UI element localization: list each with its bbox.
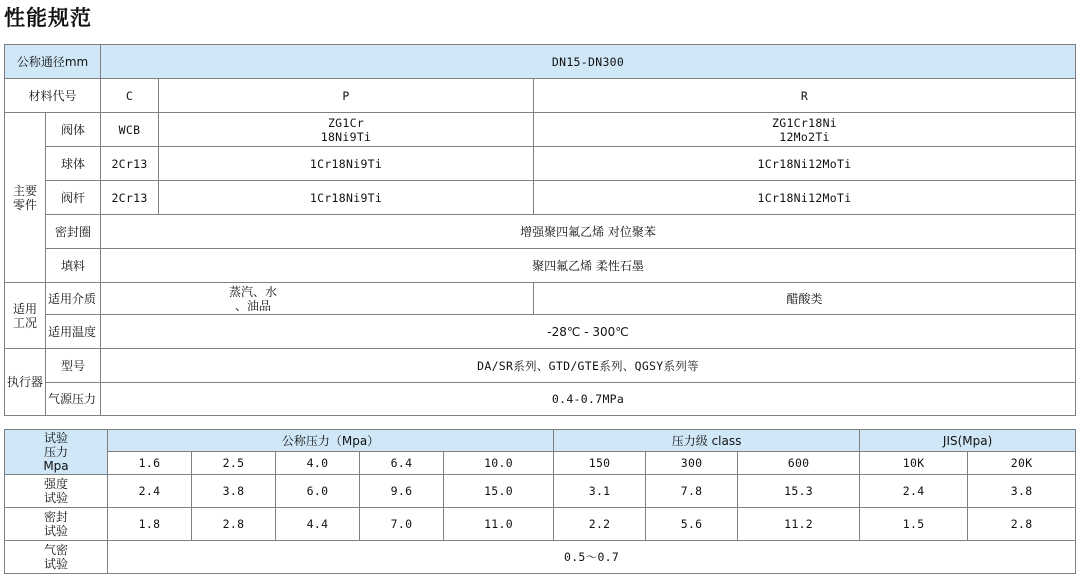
spec-table <box>4 44 1076 416</box>
medium-r: 醋酸类 <box>534 283 1076 315</box>
seal-value: 5.6 <box>646 508 738 541</box>
seal-value: 11.2 <box>738 508 860 541</box>
air-pressure-label: 气源压力 <box>46 383 101 416</box>
strength-value: 9.6 <box>360 475 444 508</box>
row-medium <box>5 283 1076 315</box>
group-conditions: 适用 工况 <box>5 283 46 349</box>
row-ball <box>5 147 1076 181</box>
row-air-test <box>5 541 1076 574</box>
stem-p: 1Cr18Ni9Ti <box>159 181 534 215</box>
strength-value: 15.3 <box>738 475 860 508</box>
packing-label: 填料 <box>46 249 101 283</box>
air-test-label: 气密 试验 <box>5 541 108 574</box>
nominal-diameter-label: 公称通径mm <box>5 45 101 79</box>
strength-value: 3.1 <box>554 475 646 508</box>
row-actuator-model <box>5 349 1076 383</box>
row-strength-test <box>5 475 1076 508</box>
pressure-col: 10K <box>860 452 968 475</box>
group-pressure-class: 压力级 class <box>554 430 860 452</box>
strength-test-label: 强度 试验 <box>5 475 108 508</box>
material-code-label: 材料代号 <box>5 79 101 113</box>
test-header-pressures <box>5 452 1076 475</box>
row-stem <box>5 181 1076 215</box>
valve-body-p: ZG1Cr 18Ni9Ti <box>159 113 534 147</box>
strength-value: 2.4 <box>108 475 192 508</box>
seal-value: 1.5 <box>860 508 968 541</box>
pressure-col: 600 <box>738 452 860 475</box>
temperature-label: 适用温度 <box>46 315 101 349</box>
pressure-col: 10.0 <box>444 452 554 475</box>
actuator-model-label: 型号 <box>46 349 101 383</box>
seal-ring-value: 增强聚四氟乙烯 对位聚苯 <box>101 215 1076 249</box>
row-packing <box>5 249 1076 283</box>
seal-value: 2.8 <box>968 508 1076 541</box>
pressure-col: 150 <box>554 452 646 475</box>
row-seal-ring <box>5 215 1076 249</box>
strength-value: 15.0 <box>444 475 554 508</box>
test-header-groups <box>5 430 1076 452</box>
seal-value: 4.4 <box>276 508 360 541</box>
pressure-col: 4.0 <box>276 452 360 475</box>
ball-p: 1Cr18Ni9Ti <box>159 147 534 181</box>
row-seal-test <box>5 508 1076 541</box>
material-code-p: P <box>159 79 534 113</box>
strength-value: 2.4 <box>860 475 968 508</box>
actuator-model-value: DA/SR系列、GTD/GTE系列、QGSY系列等 <box>101 349 1076 383</box>
air-pressure-value: 0.4-0.7MPa <box>101 383 1076 416</box>
material-code-c: C <box>101 79 159 113</box>
valve-body-r: ZG1Cr18Ni 12Mo2Ti <box>534 113 1076 147</box>
pressure-col: 6.4 <box>360 452 444 475</box>
air-test-value: 0.5～0.7 <box>108 541 1076 574</box>
group-jis: JIS(Mpa) <box>860 430 1076 452</box>
seal-value: 2.2 <box>554 508 646 541</box>
seal-value: 2.8 <box>192 508 276 541</box>
valve-body-label: 阀体 <box>46 113 101 147</box>
medium-cp: 蒸汽、水 、油品 <box>101 283 534 315</box>
packing-value: 聚四氟乙烯 柔性石墨 <box>101 249 1076 283</box>
row-valve-body <box>5 113 1076 147</box>
seal-ring-label: 密封圈 <box>46 215 101 249</box>
group-main-parts: 主要 零件 <box>5 113 46 283</box>
strength-value: 6.0 <box>276 475 360 508</box>
group-actuator: 执行器 <box>5 349 46 416</box>
row-nominal-diameter <box>5 45 1076 79</box>
page-title: 性能规范 <box>4 6 92 30</box>
seal-test-label: 密封 试验 <box>5 508 108 541</box>
group-nominal-pressure: 公称压力（Mpa） <box>108 430 554 452</box>
nominal-diameter-value: DN15-DN300 <box>101 45 1076 79</box>
medium-label: 适用介质 <box>46 283 101 315</box>
pressure-col: 1.6 <box>108 452 192 475</box>
temperature-value: -28℃ - 300℃ <box>101 315 1076 349</box>
pressure-col: 300 <box>646 452 738 475</box>
stem-label: 阀杆 <box>46 181 101 215</box>
row-temperature <box>5 315 1076 349</box>
seal-value: 11.0 <box>444 508 554 541</box>
ball-c: 2Cr13 <box>101 147 159 181</box>
valve-body-c: WCB <box>101 113 159 147</box>
row-material-code <box>5 79 1076 113</box>
ball-label: 球体 <box>46 147 101 181</box>
strength-value: 3.8 <box>968 475 1076 508</box>
stem-c: 2Cr13 <box>101 181 159 215</box>
pressure-col: 2.5 <box>192 452 276 475</box>
test-pressure-table <box>4 429 1076 574</box>
test-corner-label: 试验 压力 Mpa <box>5 430 108 475</box>
row-air-pressure <box>5 383 1076 416</box>
seal-value: 1.8 <box>108 508 192 541</box>
strength-value: 7.8 <box>646 475 738 508</box>
pressure-col: 20K <box>968 452 1076 475</box>
stem-r: 1Cr18Ni12MoTi <box>534 181 1076 215</box>
seal-value: 7.0 <box>360 508 444 541</box>
material-code-r: R <box>534 79 1076 113</box>
ball-r: 1Cr18Ni12MoTi <box>534 147 1076 181</box>
strength-value: 3.8 <box>192 475 276 508</box>
